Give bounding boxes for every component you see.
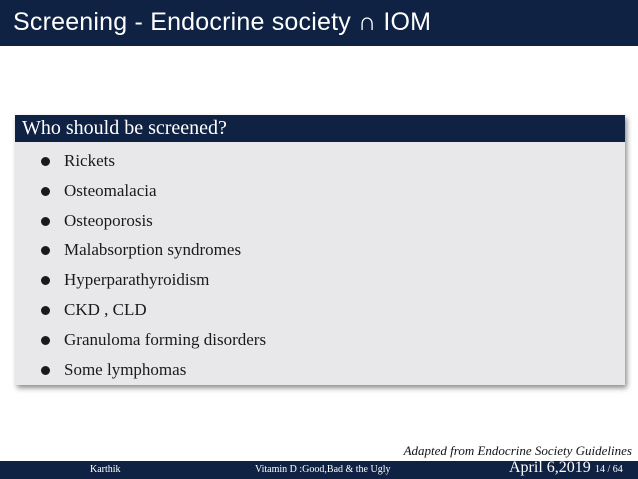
bullet-icon xyxy=(41,246,50,255)
list-item-label: Malabsorption syndromes xyxy=(64,240,242,260)
list-item-label: Granuloma forming disorders xyxy=(64,329,267,349)
footer-date: April 6,2019 xyxy=(509,459,591,476)
screening-block xyxy=(15,115,625,385)
list-item-label: CKD , CLD xyxy=(64,299,147,319)
bullet-icon xyxy=(41,157,50,166)
title-bar xyxy=(0,0,638,46)
footer xyxy=(0,461,638,479)
source-note: Adapted from Endocrine Society Guidelines xyxy=(403,443,632,458)
footer-title: Vitamin D :Good,Bad & the Ugly xyxy=(255,464,391,475)
bullet-icon xyxy=(41,187,50,196)
page-number: 14 / 64 xyxy=(595,464,623,475)
block-header: Who should be screened? xyxy=(15,115,625,142)
list-item-label: Osteoporosis xyxy=(64,210,153,230)
list-item-label: Rickets xyxy=(64,151,115,170)
bullet-icon xyxy=(41,366,50,375)
bullet-icon xyxy=(41,276,50,285)
footer-author: Karthik xyxy=(90,464,121,475)
list-item-label: Osteomalacia xyxy=(64,180,157,200)
bullet-icon xyxy=(41,306,50,315)
list-item-label: Some lymphomas xyxy=(64,359,187,379)
bullet-icon xyxy=(41,217,50,226)
bullet-icon xyxy=(41,336,50,345)
slide-title: Screening - Endocrine society ∩ IOM xyxy=(13,8,432,36)
list-item-label: Hyperparathyroidism xyxy=(64,270,210,290)
block-body xyxy=(15,142,625,385)
